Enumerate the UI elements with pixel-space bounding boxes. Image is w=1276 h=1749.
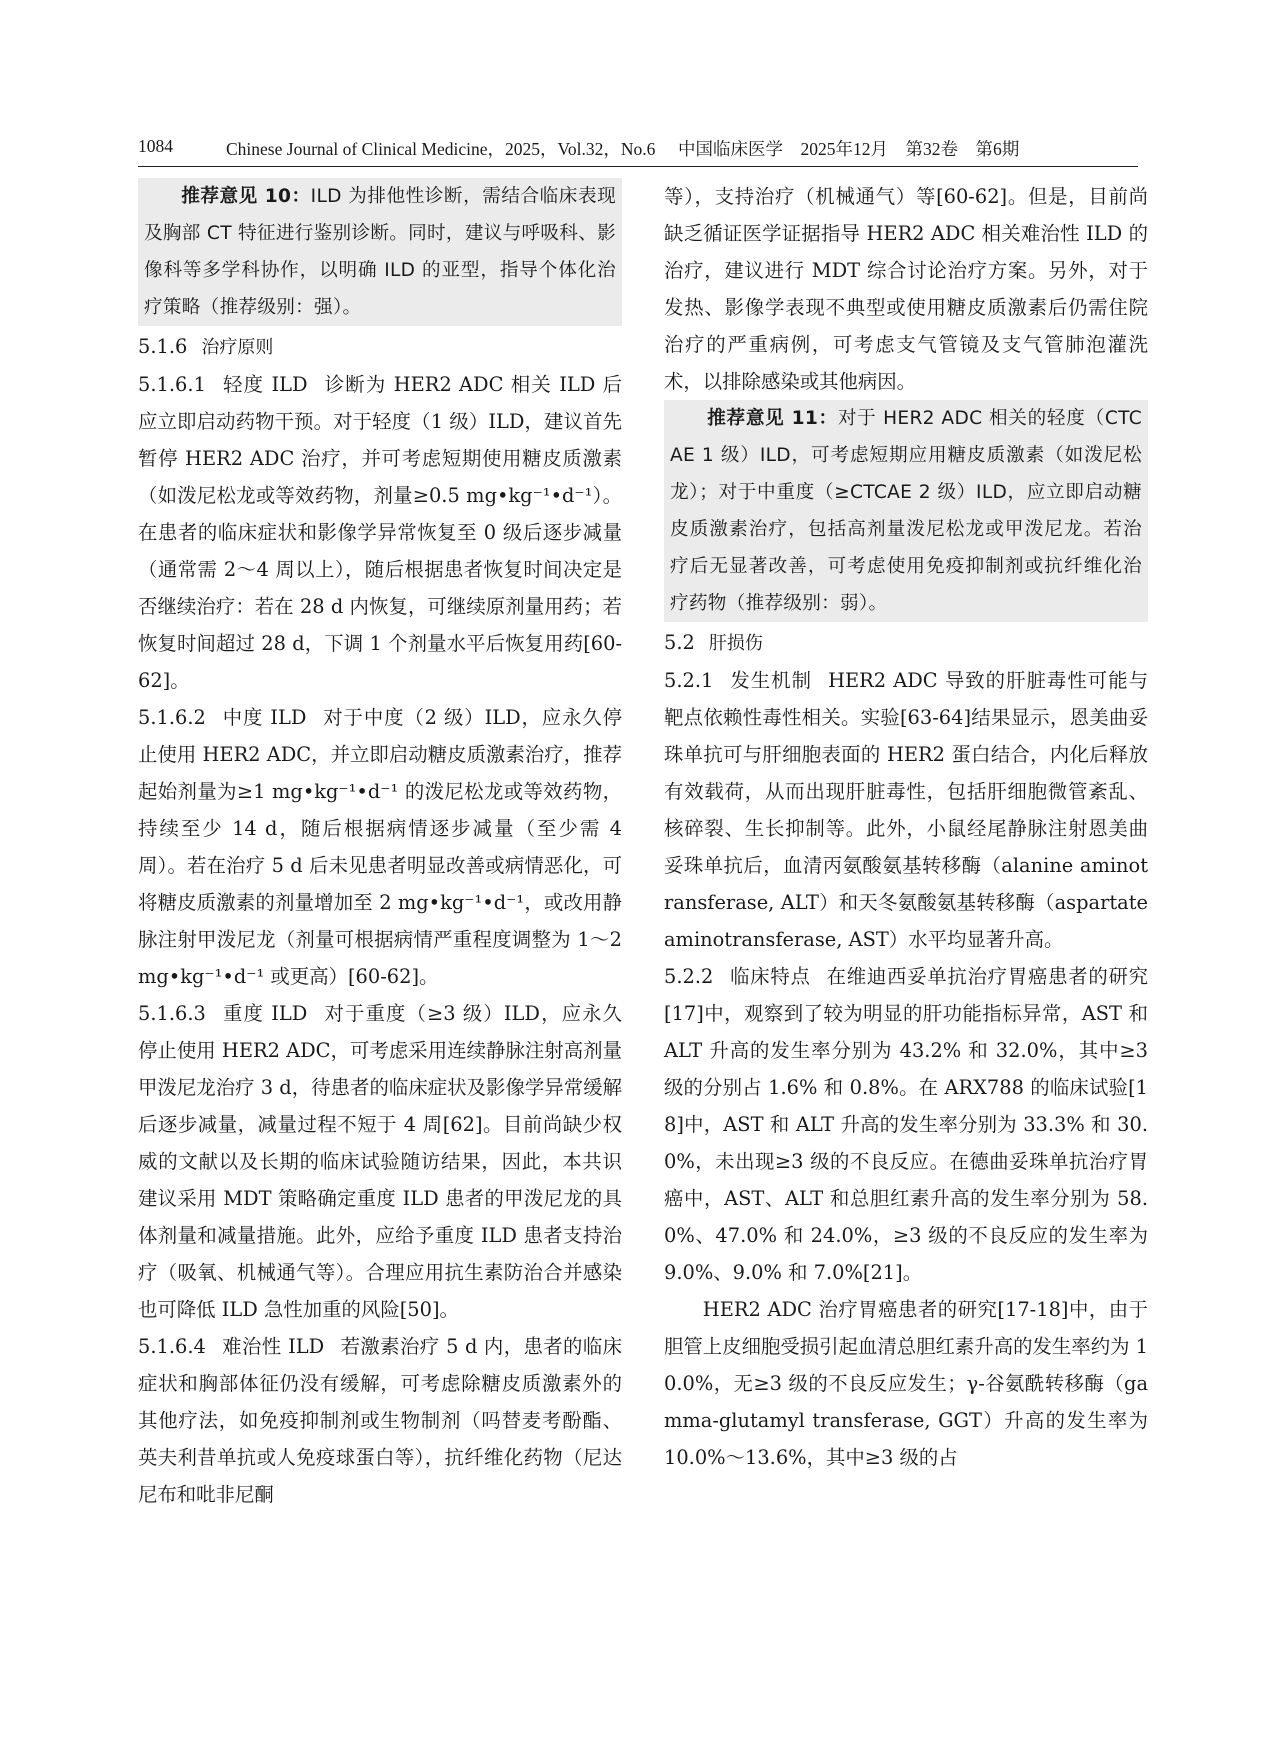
section-title: 治疗原则 xyxy=(201,337,274,358)
recommendation-10-lead: 推荐意见 10： xyxy=(181,186,311,207)
section-5-1-6-2 xyxy=(138,699,622,995)
subsection-number: 5.1.6.2 xyxy=(138,706,206,729)
subsection-number: 5.1.6.4 xyxy=(138,1335,206,1358)
section-number: 5.2 xyxy=(664,631,695,654)
subsection-number: 5.1.6.3 xyxy=(138,1002,206,1025)
header-rule xyxy=(138,166,1138,167)
subsection-number: 5.2.1 xyxy=(664,669,714,692)
section-5-1-6-4 xyxy=(138,1328,622,1513)
paragraph-text: HER2 ADC 导致的肝脏毒性可能与靶点依赖性毒性相关。实验[63-64]结果显示，恩美曲妥珠单抗可与肝细胞表面的 HER2 蛋白结合，内化后释放有效载荷，从而出现肝脏毒性，包括肝细胞微管紊乱、核碎裂、生长抑制等。此外，小鼠经尾静脉注射恩美曲妥珠单抗后，血清丙氨酸氨基转移酶（alanine aminotransferase, ALT）和天冬氨酸氨基转移酶（aspartate aminotransferase, AST）水平均显著升高。 xyxy=(664,669,1149,951)
section-number: 5.1.6 xyxy=(138,335,188,358)
recommendation-11 xyxy=(664,400,1148,622)
section-5-1-6-1 xyxy=(138,366,622,699)
subsection-number: 5.2.2 xyxy=(664,965,714,988)
right-column xyxy=(664,178,1148,1476)
paragraph-text: 对于重度（≥3 级）ILD，应永久停止使用 HER2 ADC，可考虑采用连续静脉注射高剂量甲泼尼龙治疗 3 d，待患者的临床症状及影像学异常缓解后逐步减量，减量过程不短于 4 周[62]。目前尚缺少权威的文献以及长期的临床试验随访结果，因此，本共识建议采用 MDT 策略确定重度 ILD 患者的甲泼尼龙的具体剂量和减量措施。此外，应给予重度 ILD 患者支持治疗（吸氧、机械通气等）。合理应用抗生素防治合并感染也可降低 ILD 急性加重的风险[50]。 xyxy=(138,1002,622,1321)
section-5-2-1 xyxy=(664,662,1148,958)
section-5-2-heading xyxy=(664,624,1148,662)
journal-title-en: Chinese Journal of Clinical Medicine，2025，Vol.32，No.6 xyxy=(226,139,656,159)
paragraph-text: 对于中度（2 级）ILD，应永久停止使用 HER2 ADC，并立即启动糖皮质激素治疗，推荐起始剂量为≥1 mg•kg⁻¹•d⁻¹ 的泼尼松龙或等效药物，持续至少 14 d，随后根据病情逐步减量（至少需 4 周）。若在治疗 5 d 后未见患者明显改善或病情恶化，可将糖皮质激素的剂量增加至 2 mg•kg⁻¹•d⁻¹，或改用静脉注射甲泼尼龙（剂量可根据病情严重程度调整为 1～2 mg•kg⁻¹•d⁻¹ 或更高）[60-62]。 xyxy=(138,706,622,988)
paragraph-text: 在维迪西妥单抗治疗胃癌患者的研究[17]中，观察到了较为明显的肝功能指标异常，AST 和 ALT 升高的发生率分别为 43.2% 和 32.0%，其中≥3 级的分别占 1.6% 和 0.8%。在 ARX788 的临床试验[18]中，AST 和 ALT 升高的发生率分别为 33.3% 和 30.0%，未出现≥3 级的不良反应。在德曲妥珠单抗治疗胃癌中，AST、ALT 和总胆红素升高的发生率分别为 58.0%、47.0% 和 24.0%，≥3 级的不良反应的发生率为 9.0%、9.0% 和 7.0%[21]。 xyxy=(664,965,1149,1284)
subsection-title: 重度 ILD xyxy=(221,1002,308,1025)
section-5-1-6-3 xyxy=(138,995,622,1328)
left-column xyxy=(138,178,622,1513)
paragraph-final: HER2 ADC 治疗胃癌患者的研究[17-18]中，由于胆管上皮细胞受损引起血清总胆红素升高的发生率约为 10.0%，无≥3 级的不良反应发生；γ-谷氨酰转移酶（gamma-glutamyl transferase, GGT）升高的发生率为 10.0%～13.6%，其中≥3 级的占 xyxy=(664,1298,1148,1469)
recommendation-10 xyxy=(138,178,622,326)
paragraph-text: 诊断为 HER2 ADC 相关 ILD 后应立即启动药物干预。对于轻度（1 级）ILD，建议首先暂停 HER2 ADC 治疗，并可考虑短期使用糖皮质激素（如泼尼松龙或等效药物，剂量≥0.5 mg•kg⁻¹•d⁻¹）。在患者的临床症状和影像学异常恢复至 0 级后逐步减量（通常需 2～4 周以上），随后根据患者恢复时间决定是否继续治疗：若在 28 d 内恢复，可继续原剂量用药；若恢复时间超过 28 d，下调 1 个剂量水平后恢复用药[60-62]。 xyxy=(138,373,623,692)
page-number: 1084 xyxy=(138,136,173,156)
paragraph-continued: 等），支持治疗（机械通气）等[60-62]。但是，目前尚缺乏循证医学证据指导 HER2 ADC 相关难治性 ILD 的治疗，建议进行 MDT 综合讨论治疗方案。另外，对于发热、影像学表现不典型或使用糖皮质激素后仍需住院治疗的严重病例，可考虑支气管镜及支气管肺泡灌洗术，以排除感染或其他病因。 xyxy=(664,185,1148,393)
subsection-title: 难治性 ILD xyxy=(221,1335,325,1358)
section-title: 肝损伤 xyxy=(708,633,763,654)
recommendation-11-lead: 推荐意见 11： xyxy=(707,408,838,429)
running-header xyxy=(138,136,1138,164)
subsection-number: 5.1.6.1 xyxy=(138,373,206,396)
subsection-title: 中度 ILD xyxy=(221,706,307,729)
journal-title-cn: 中国临床医学 2025年12月 第32卷 第6期 xyxy=(678,139,1020,159)
recommendation-11-text: 对于 HER2 ADC 相关的轻度（CTCAE 1 级）ILD，可考虑短期应用糖皮质激素（如泼尼松龙）；对于中重度（≥CTCAE 2 级）ILD，应立即启动糖皮质激素治疗，包括高剂量泼尼松龙或甲泼尼龙。若治疗后无显著改善，可考虑使用免疫抑制剂或抗纤维化治疗药物（推荐级别：弱）。 xyxy=(670,408,1143,614)
subsection-title: 轻度 ILD xyxy=(221,373,308,396)
recommendation-10-text: ILD 为排他性诊断，需结合临床表现及胸部 CT 特征进行鉴别诊断。同时，建议与呼吸科、影像科等多学科协作，以明确 ILD 的亚型，指导个体化治疗策略（推荐级别：强）。 xyxy=(144,186,616,318)
section-5-2-2 xyxy=(664,958,1148,1291)
section-5-1-6-heading xyxy=(138,328,622,366)
subsection-title: 临床特点 xyxy=(729,965,811,988)
paragraph-text: 若激素治疗 5 d 内，患者的临床症状和胸部体征仍没有缓解，可考虑除糖皮质激素外的其他疗法，如免疫抑制剂或生物制剂（吗替麦考酚酯、英夫利昔单抗或人免疫球蛋白等），抗纤维化药物（尼达尼布和吡非尼酮 xyxy=(138,1335,622,1506)
subsection-title: 发生机制 xyxy=(729,669,813,692)
